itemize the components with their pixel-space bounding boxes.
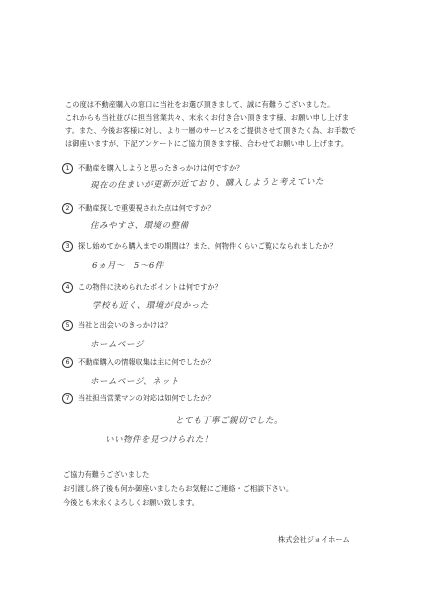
question-text: 当社と出会いのきっかけは？ xyxy=(78,320,172,330)
intro-line: この度は不動産購入の窓口に当社をお選び頂きまして、誠に有難うございました。 xyxy=(65,100,335,109)
question-number: 1 xyxy=(62,163,73,174)
question-text: 不動産を購入しようと思ったきっかけは何ですか？ xyxy=(78,163,244,173)
question-1 xyxy=(62,163,243,174)
closing-line: 今後とも末永くよろしくお願い致します。 xyxy=(63,498,199,507)
intro-line: す。また、今後お客様に対し、より一層のサービスをご提供させて頂きたく為、お手数で xyxy=(65,126,356,135)
closing-message xyxy=(63,468,383,510)
question-7 xyxy=(62,393,215,404)
intro-paragraph xyxy=(65,98,365,150)
question-3 xyxy=(62,241,337,252)
question-number: 3 xyxy=(62,241,73,252)
intro-line: は御座いますが、下記アンケートにご協力頂きます様、合わせてお願い申し上げます。 xyxy=(65,139,349,148)
answer-1: 現在の住まいが更新が近ており、購入しようと考えていた xyxy=(89,176,325,192)
question-number: 6 xyxy=(62,357,73,368)
answer-7-line2: いい物件を見つけられた！ xyxy=(105,435,214,445)
answer-4: 学校も近く、環境が良かった xyxy=(92,301,209,311)
closing-line: ご協力有難うございました xyxy=(63,470,150,479)
question-text: この物件に決められたポイントは何ですか？ xyxy=(78,282,222,292)
question-2 xyxy=(62,203,215,214)
question-text: 不動産探しで重要視された点は何ですか？ xyxy=(78,203,215,213)
question-number: 5 xyxy=(62,320,73,331)
answer-2: 住みやすさ、環境の整備 xyxy=(90,221,189,231)
intro-line: これからも当社並びに担当営業共々、末永くお付き合い頂きます様、お願い申し上げま xyxy=(65,113,350,122)
question-number: 4 xyxy=(62,282,73,293)
question-6 xyxy=(62,357,215,368)
closing-line: お引渡し終了後も何か御座いましたらお気軽にご連絡・ご相談下さい。 xyxy=(63,484,294,493)
company-name: 株式会社ジョイホーム xyxy=(278,535,350,544)
question-text: 不動産購入の情報収集は主に何でしたか？ xyxy=(78,357,215,367)
answer-5: ホームページ xyxy=(90,340,144,350)
question-text: 探し始めてから購入までの期間は？また、何物件くらいご覧になられましたか？ xyxy=(78,241,337,251)
question-number: 2 xyxy=(62,203,73,214)
answer-3: 6ヵ月～ 5～6件 xyxy=(92,261,164,271)
answer-7-line1: とても丁寧ご親切でした。 xyxy=(175,416,284,426)
answer-6: ホームページ、ネット xyxy=(90,377,180,387)
question-number: 7 xyxy=(62,393,73,404)
question-text: 当社担当営業マンの対応は如何でしたか？ xyxy=(78,393,215,403)
question-4 xyxy=(62,282,222,293)
question-5 xyxy=(62,320,171,331)
